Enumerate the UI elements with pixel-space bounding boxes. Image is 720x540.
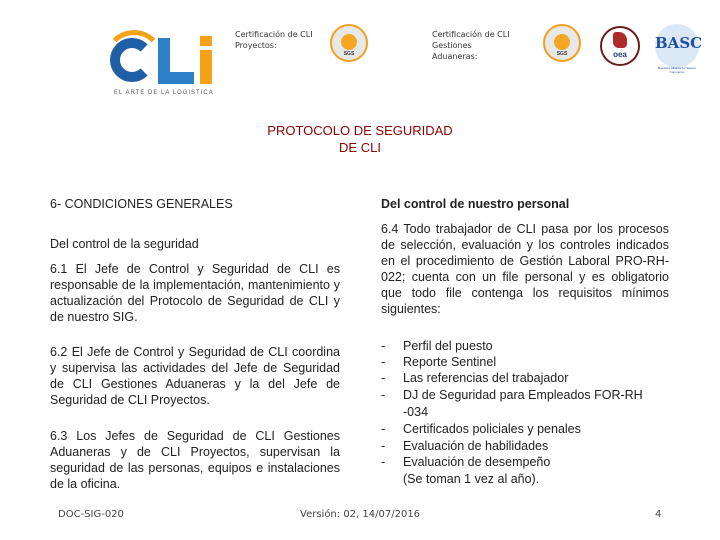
- logo-tagline: EL ARTE DE LA LOGISTICA: [114, 90, 214, 96]
- requirements-list: - Perfil del puesto - Reporte Sentinel - Las referencias del trabajador - DJ de Seguridad para Empleados FOR-RH -034 - Certificados policiales y penales - Evaluación de habilidades - Evaluación de desempeño (Se toman 1 vez al año).: [381, 339, 643, 486]
- paragraph-6-4: 6.4 Todo trabajador de CLI pasa por los procesos de selección, evaluación y los controles indicados en el procedimiento de Gestión Laboral PRO-RH-022; cuenta con un file personal y es obligatorio que todo file contenga los requisitos mínimos siguientes:: [381, 222, 669, 316]
- section-heading: 6- CONDICIONES GENERALES: [50, 197, 233, 211]
- cli-logo: [100, 30, 225, 100]
- page-title: PROTOCOLO DE SEGURIDAD DE CLI: [267, 123, 453, 155]
- basc-seal-icon: BASC: [655, 24, 699, 68]
- doc-code: DOC-SIG-020: [58, 509, 124, 520]
- basc-subtitle: Business Alliance for Secure Commerce: [657, 66, 697, 74]
- paragraph-6-2: 6.2 El Jefe de Control y Seguridad de CLI coordina y supervisa las actividades del Jefe de Seguridad de CLI Gestiones Aduaneras y la del Jefe de Seguridad de CLI Proyectos.: [50, 345, 340, 407]
- oea-seal-icon: oea: [600, 26, 640, 66]
- cert-proyectos-text: Certificación de CLI Proyectos:: [235, 30, 313, 50]
- right-heading: Del control de nuestro personal: [381, 197, 570, 211]
- cert-aduaneras-text: Certificación de CLI Gestiones Aduaneras:: [432, 30, 510, 61]
- left-subheading: Del control de la seguridad: [50, 237, 199, 251]
- paragraph-6-3: 6.3 Los Jefes de Seguridad de CLI Gestiones Aduaneras y de CLI Proyectos, supervisan la seguridad de las personas, equipos e instalaciones de la oficina.: [50, 429, 340, 491]
- paragraph-6-1: 6.1 El Jefe de Control y Seguridad de CLI es responsable de la implementación, mantenimiento y actualización del Protocolo de Seguridad de CLI y de nuestro SIG.: [50, 262, 340, 324]
- sgs-seal-icon-2: SGS: [543, 24, 581, 62]
- sgs-seal-icon: SGS: [330, 24, 368, 62]
- page-number: 4: [655, 509, 662, 520]
- version-label: Versión: 02, 14/07/2016: [300, 509, 421, 520]
